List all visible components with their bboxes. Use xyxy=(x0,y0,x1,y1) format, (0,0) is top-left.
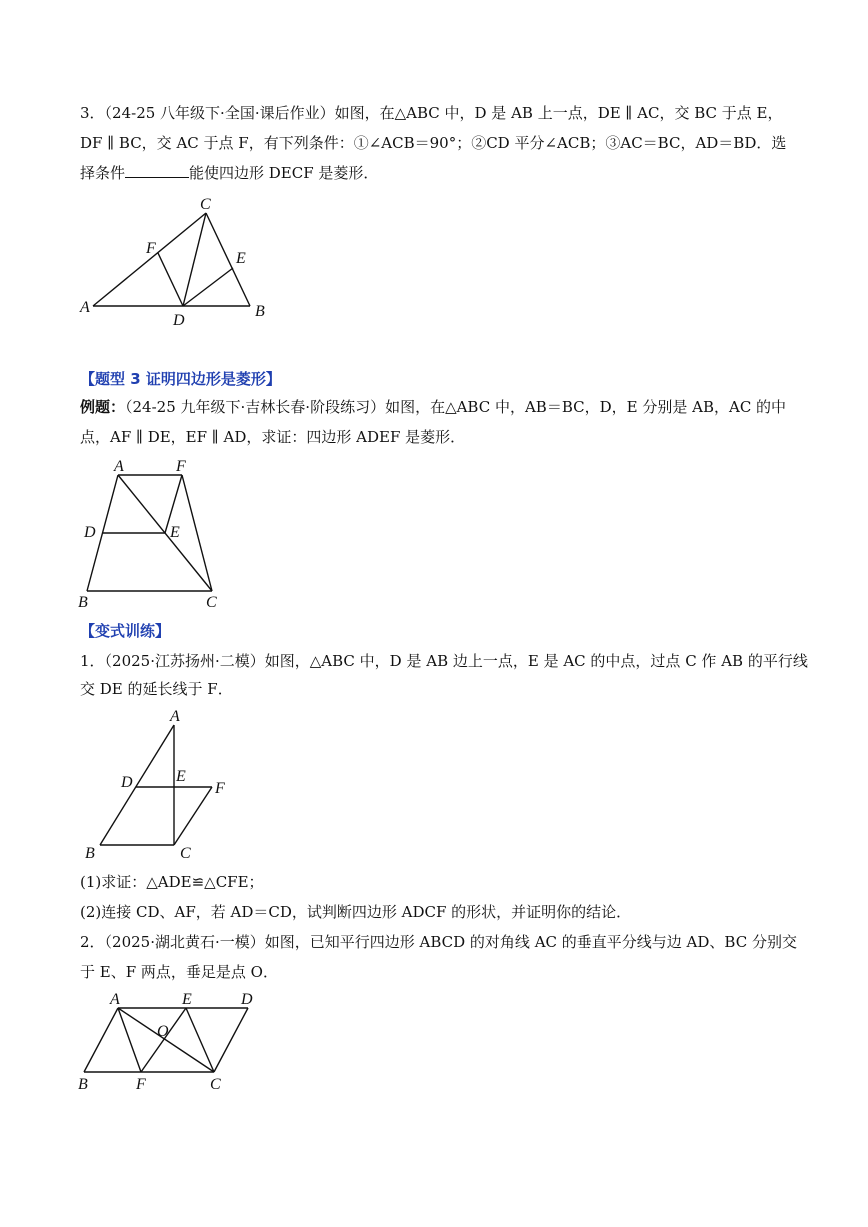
label-e: E xyxy=(176,768,186,785)
q3-line-3-end: 能使四边形 DECF 是菱形． xyxy=(189,164,379,182)
p2-line-2: 于 E、F 两点，垂足是点 O． xyxy=(80,963,278,981)
label-c: C xyxy=(180,845,191,862)
segment-dc xyxy=(214,1008,248,1072)
label-f: F xyxy=(176,458,186,475)
example-line-2: 点，AF ∥ DE，EF ∥ AD，求证：四边形 ADEF 是菱形． xyxy=(80,428,466,446)
example-text: （24-25 九年级下·吉林长春·阶段练习）如图，在△ABC 中，AB＝BC，D，E 分别是 AB，AC 的中 xyxy=(125,398,787,416)
label-e: E xyxy=(236,250,246,267)
q3-line-2: DF ∥ BC，交 AC 于点 F，有下列条件：①∠ACB＝90°；②CD 平分∠ACB；③AC＝BC，AD＝BD．选 xyxy=(80,134,787,152)
label-a: A xyxy=(80,299,90,316)
p1-subquestion-2: (2)连接 CD、AF，若 AD＝CD，试判断四边形 ADCF 的形状，并证明你的结论． xyxy=(80,903,632,921)
example-label: 例题： xyxy=(80,398,126,416)
label-e: E xyxy=(170,524,180,541)
label-c: C xyxy=(210,1076,221,1093)
label-d: D xyxy=(241,991,253,1008)
label-f: F xyxy=(215,780,225,797)
q3-line-1: 3．（24-25 八年级下·全国·课后作业）如图，在△ABC 中，D 是 AB 上一点，DE ∥ AC，交 BC 于点 E， xyxy=(80,104,783,122)
segment-ab xyxy=(84,1008,118,1072)
p2-line-1: 2．（2025·湖北黄石·一模）如图，已知平行四边形 ABCD 的对角线 AC 的垂直平分线与边 AD、BC 分别交 xyxy=(80,933,797,951)
label-c: C xyxy=(206,594,217,611)
label-b: B xyxy=(78,1076,88,1093)
p1-line-1: 1．（2025·江苏扬州·二模）如图，△ABC 中，D 是 AB 边上一点，E 是 AC 的中点，过点 C 作 AB 的平行线 xyxy=(80,652,808,670)
label-a: A xyxy=(110,991,120,1008)
label-b: B xyxy=(255,303,265,320)
q3-line-3-start: 择条件 xyxy=(80,164,126,182)
p1-line-2: 交 DE 的延长线于 F． xyxy=(80,680,233,698)
label-a: A xyxy=(170,708,180,725)
label-d: D xyxy=(84,524,96,541)
section-heading-practice: 【变式训练】 xyxy=(80,622,171,640)
label-e: E xyxy=(182,991,192,1008)
label-b: B xyxy=(85,845,95,862)
label-o: O xyxy=(157,1023,169,1040)
label-b: B xyxy=(78,594,88,611)
label-d: D xyxy=(121,774,133,791)
p1-subquestion-1: (1)求证：△ADE≌△CFE； xyxy=(80,873,264,891)
label-f: F xyxy=(146,240,156,257)
label-a: A xyxy=(114,458,124,475)
section-heading-type3: 【题型 3 证明四边形是菱形】 xyxy=(80,370,281,388)
segment-af xyxy=(118,1008,141,1072)
label-d: D xyxy=(173,312,185,329)
label-c: C xyxy=(200,196,211,213)
segment-ef xyxy=(141,1008,186,1072)
label-f: F xyxy=(136,1076,146,1093)
